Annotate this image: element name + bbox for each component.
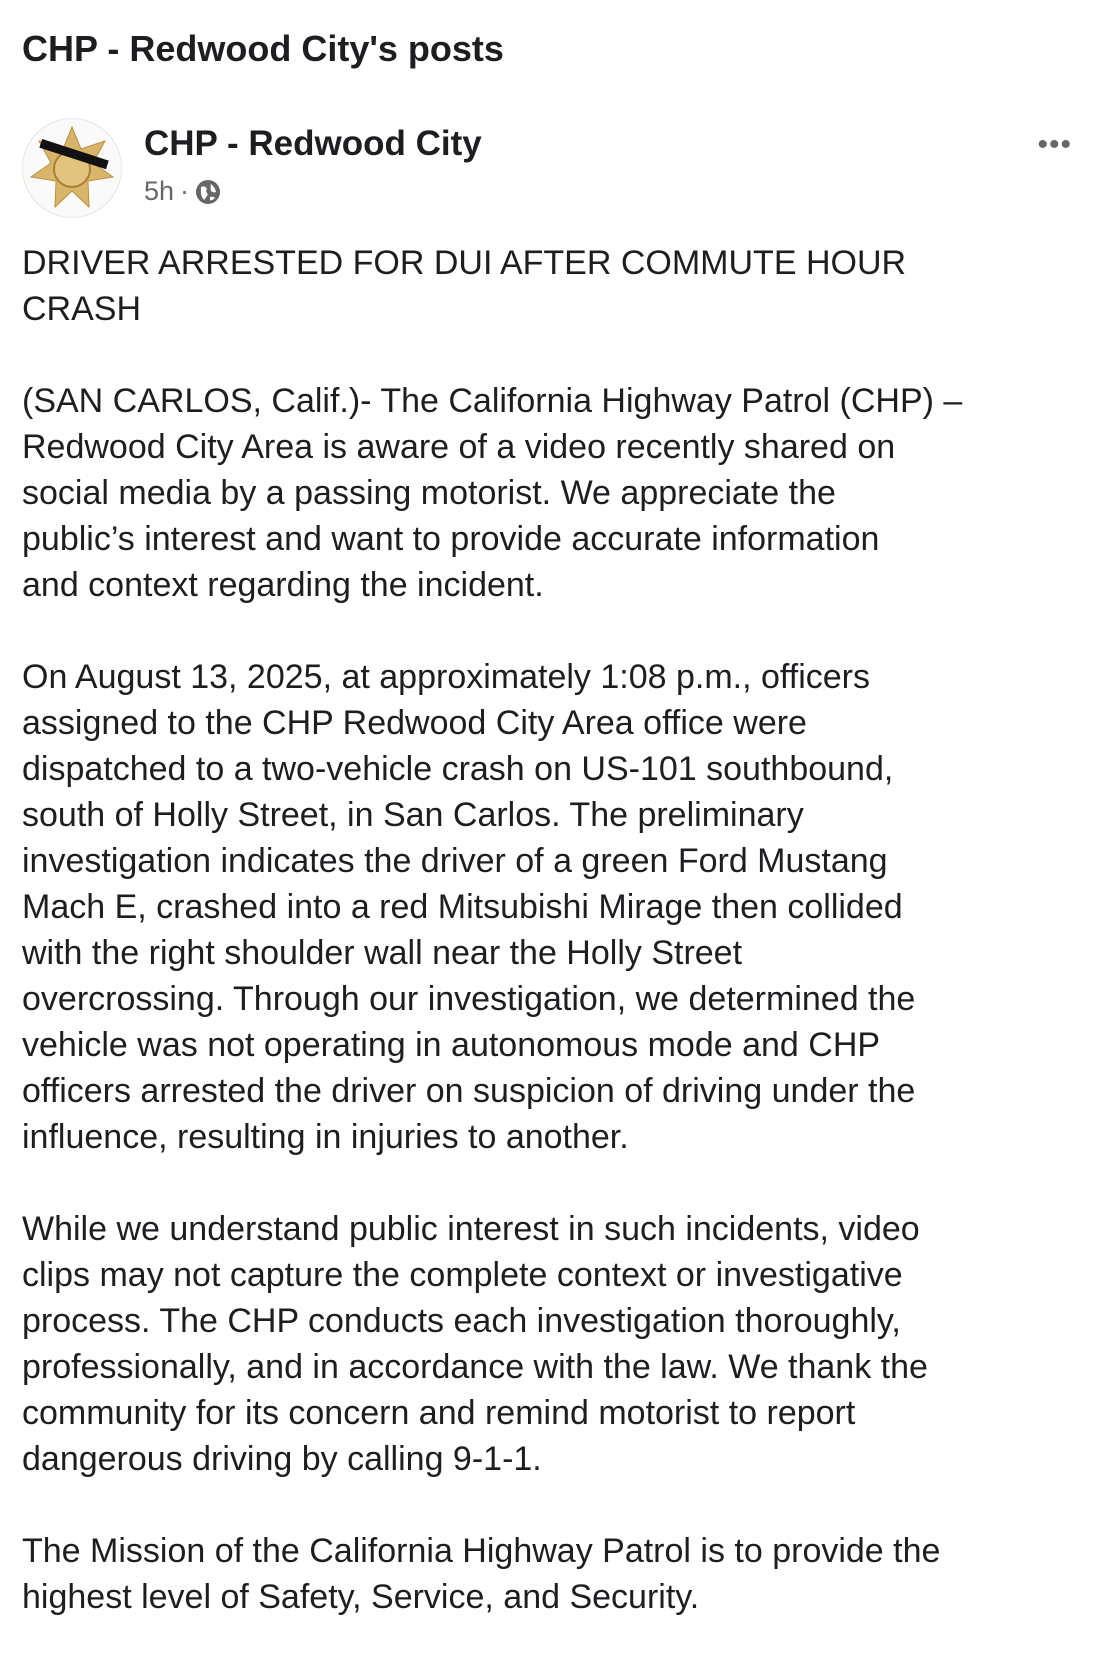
chp-badge-icon: [23, 119, 121, 217]
text-line: vehicle was not operating in autonomous mode and CHP: [22, 1026, 881, 1064]
post-paragraph: [22, 378, 1092, 608]
text-line: officers arrested the driver on suspicion of driving under the: [22, 1072, 916, 1110]
meta-separator: ·: [180, 176, 190, 206]
text-line: Mach E, crashed into a red Mitsubishi Mirage then collided: [22, 888, 903, 926]
text-line: social media by a passing motorist. We appreciate the: [22, 474, 836, 512]
post-meta: [144, 176, 221, 207]
text-line: investigation indicates the driver of a green Ford Mustang: [22, 842, 888, 880]
text-line: CRASH: [22, 290, 142, 328]
author-name[interactable]: CHP - Redwood City: [144, 124, 482, 163]
text-line: DRIVER ARRESTED FOR DUI AFTER COMMUTE HOUR: [22, 244, 907, 282]
post-body: [22, 240, 1092, 1666]
post-paragraph: [22, 1206, 1092, 1482]
text-line: south of Holly Street, in San Carlos. The preliminary: [22, 796, 804, 834]
post-headline: [22, 240, 1092, 332]
text-line: The Mission of the California Highway Patrol is to provide the: [22, 1532, 941, 1570]
post-paragraph: [22, 1528, 1092, 1620]
post-time[interactable]: 5h: [144, 176, 175, 206]
post-paragraph: [22, 654, 1092, 1160]
text-line: professionally, and in accordance with the law. We thank the: [22, 1348, 928, 1386]
text-line: and context regarding the incident.: [22, 566, 544, 604]
text-line: While we understand public interest in such incidents, video: [22, 1210, 920, 1248]
avatar[interactable]: [22, 118, 122, 218]
text-line: with the right shoulder wall near the Holly Street: [22, 934, 743, 972]
globe-icon: [195, 179, 221, 205]
more-options-button[interactable]: •••: [1037, 128, 1072, 161]
text-line: highest level of Safety, Service, and Security.: [22, 1578, 700, 1616]
text-line: Redwood City Area is aware of a video recently shared on: [22, 428, 896, 466]
text-line: On August 13, 2025, at approximately 1:08 p.m., officers: [22, 658, 870, 696]
text-line: assigned to the CHP Redwood City Area office were: [22, 704, 807, 742]
text-line: clips may not capture the complete context or investigative: [22, 1256, 903, 1294]
text-line: overcrossing. Through our investigation, we determined the: [22, 980, 916, 1018]
text-line: process. The CHP conducts each investigation thoroughly,: [22, 1302, 901, 1340]
text-line: public’s interest and want to provide accurate information: [22, 520, 880, 558]
text-line: dispatched to a two-vehicle crash on US-101 southbound,: [22, 750, 894, 788]
text-line: (SAN CARLOS, Calif.)- The California Highway Patrol (CHP) –: [22, 382, 963, 420]
page-title: CHP - Redwood City's posts: [22, 28, 504, 69]
text-line: dangerous driving by calling 9-1-1.: [22, 1440, 542, 1478]
text-line: community for its concern and remind motorist to report: [22, 1394, 856, 1432]
text-line: influence, resulting in injuries to another.: [22, 1118, 629, 1156]
